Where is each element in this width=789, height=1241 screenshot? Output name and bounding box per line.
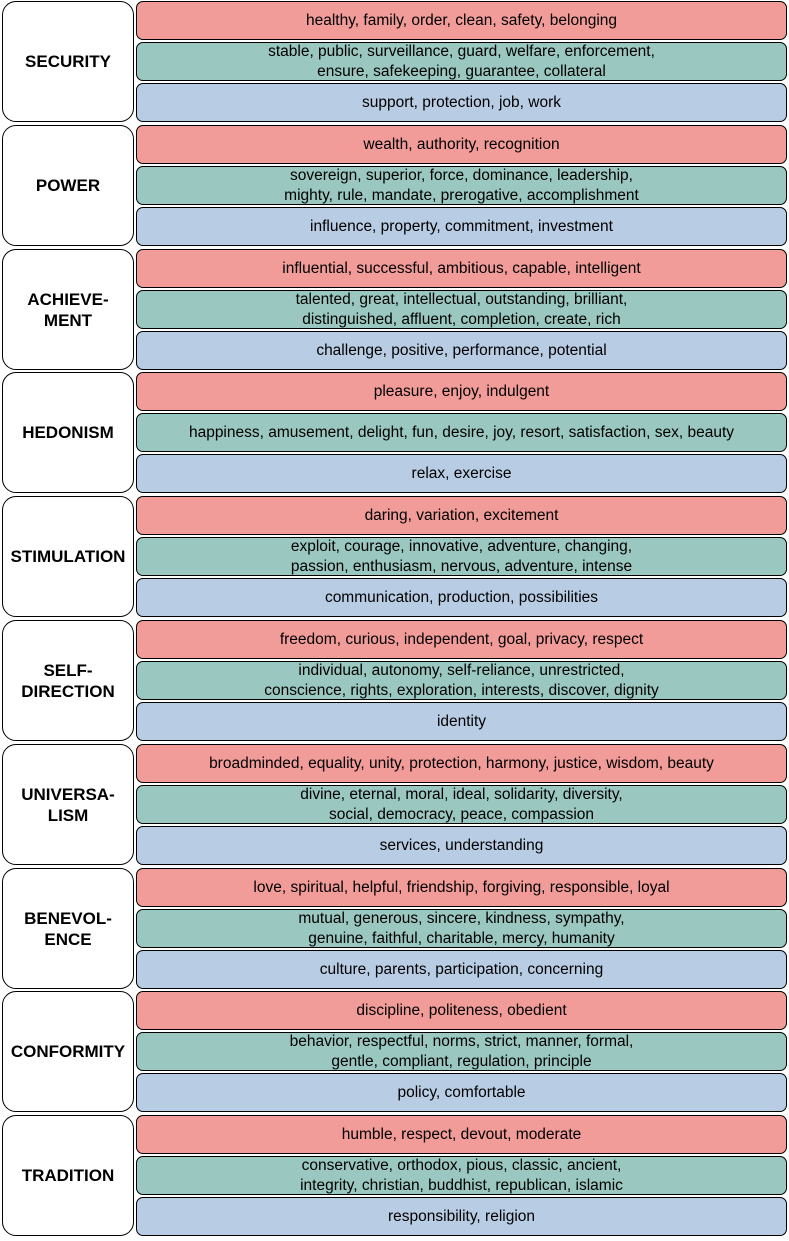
category-label: SELF- DIRECTION [2, 620, 134, 741]
red-words-row: freedom, curious, independent, goal, privacy, respect [136, 620, 787, 659]
red-words-row: pleasure, enjoy, indulgent [136, 372, 787, 411]
green-words-row: mutual, generous, sincere, kindness, sympathy, genuine, faithful, charitable, mercy, humanity [136, 909, 787, 948]
group-benevolence [0, 867, 789, 991]
group-achievement [0, 248, 789, 372]
red-words-row: love, spiritual, helpful, friendship, forgiving, responsible, loyal [136, 868, 787, 907]
green-words-row: conservative, orthodox, pious, classic, ancient, integrity, christian, buddhist, republican, islamic [136, 1156, 787, 1195]
category-label: ACHIEVE- MENT [2, 249, 134, 370]
group-self-direction [0, 619, 789, 743]
green-words-row: stable, public, surveillance, guard, welfare, enforcement, ensure, safekeeping, guarantee, collateral [136, 42, 787, 81]
green-words-row: divine, eternal, moral, ideal, solidarity, diversity, social, democracy, peace, compassion [136, 785, 787, 824]
blue-words-row: identity [136, 702, 787, 741]
group-tradition [0, 1114, 789, 1238]
group-power [0, 124, 789, 248]
red-words-row: healthy, family, order, clean, safety, belonging [136, 1, 787, 40]
category-label: SECURITY [2, 1, 134, 122]
green-words-row: behavior, respectful, norms, strict, manner, formal, gentle, compliant, regulation, principle [136, 1032, 787, 1071]
category-label: CONFORMITY [2, 991, 134, 1112]
category-label: TRADITION [2, 1115, 134, 1236]
category-label: BENEVOL- ENCE [2, 868, 134, 989]
group-universalism [0, 743, 789, 867]
category-label: HEDONISM [2, 372, 134, 493]
group-hedonism [0, 371, 789, 495]
blue-words-row: communication, production, possibilities [136, 578, 787, 617]
red-words-row: wealth, authority, recognition [136, 125, 787, 164]
red-words-row: humble, respect, devout, moderate [136, 1115, 787, 1154]
blue-words-row: culture, parents, participation, concerning [136, 950, 787, 989]
blue-words-row: responsibility, religion [136, 1197, 787, 1236]
red-words-row: daring, variation, excitement [136, 496, 787, 535]
green-words-row: happiness, amusement, delight, fun, desire, joy, resort, satisfaction, sex, beauty [136, 413, 787, 452]
group-security [0, 0, 789, 124]
category-label: POWER [2, 125, 134, 246]
blue-words-row: influence, property, commitment, investment [136, 207, 787, 246]
red-words-row: discipline, politeness, obedient [136, 991, 787, 1030]
red-words-row: broadminded, equality, unity, protection, harmony, justice, wisdom, beauty [136, 744, 787, 783]
green-words-row: sovereign, superior, force, dominance, leadership, mighty, rule, mandate, prerogative, accomplishment [136, 166, 787, 205]
blue-words-row: challenge, positive, performance, potential [136, 331, 787, 370]
category-label: UNIVERSA- LISM [2, 744, 134, 865]
blue-words-row: policy, comfortable [136, 1073, 787, 1112]
green-words-row: talented, great, intellectual, outstanding, brilliant, distinguished, affluent, completion, create, rich [136, 290, 787, 329]
blue-words-row: relax, exercise [136, 454, 787, 493]
green-words-row: individual, autonomy, self-reliance, unrestricted, conscience, rights, exploration, interests, discover, dignity [136, 661, 787, 700]
group-stimulation [0, 495, 789, 619]
green-words-row: exploit, courage, innovative, adventure, changing, passion, enthusiasm, nervous, adventure, intense [136, 537, 787, 576]
category-label: STIMULATION [2, 496, 134, 617]
group-conformity [0, 990, 789, 1114]
blue-words-row: services, understanding [136, 826, 787, 865]
red-words-row: influential, successful, ambitious, capable, intelligent [136, 249, 787, 288]
blue-words-row: support, protection, job, work [136, 83, 787, 122]
